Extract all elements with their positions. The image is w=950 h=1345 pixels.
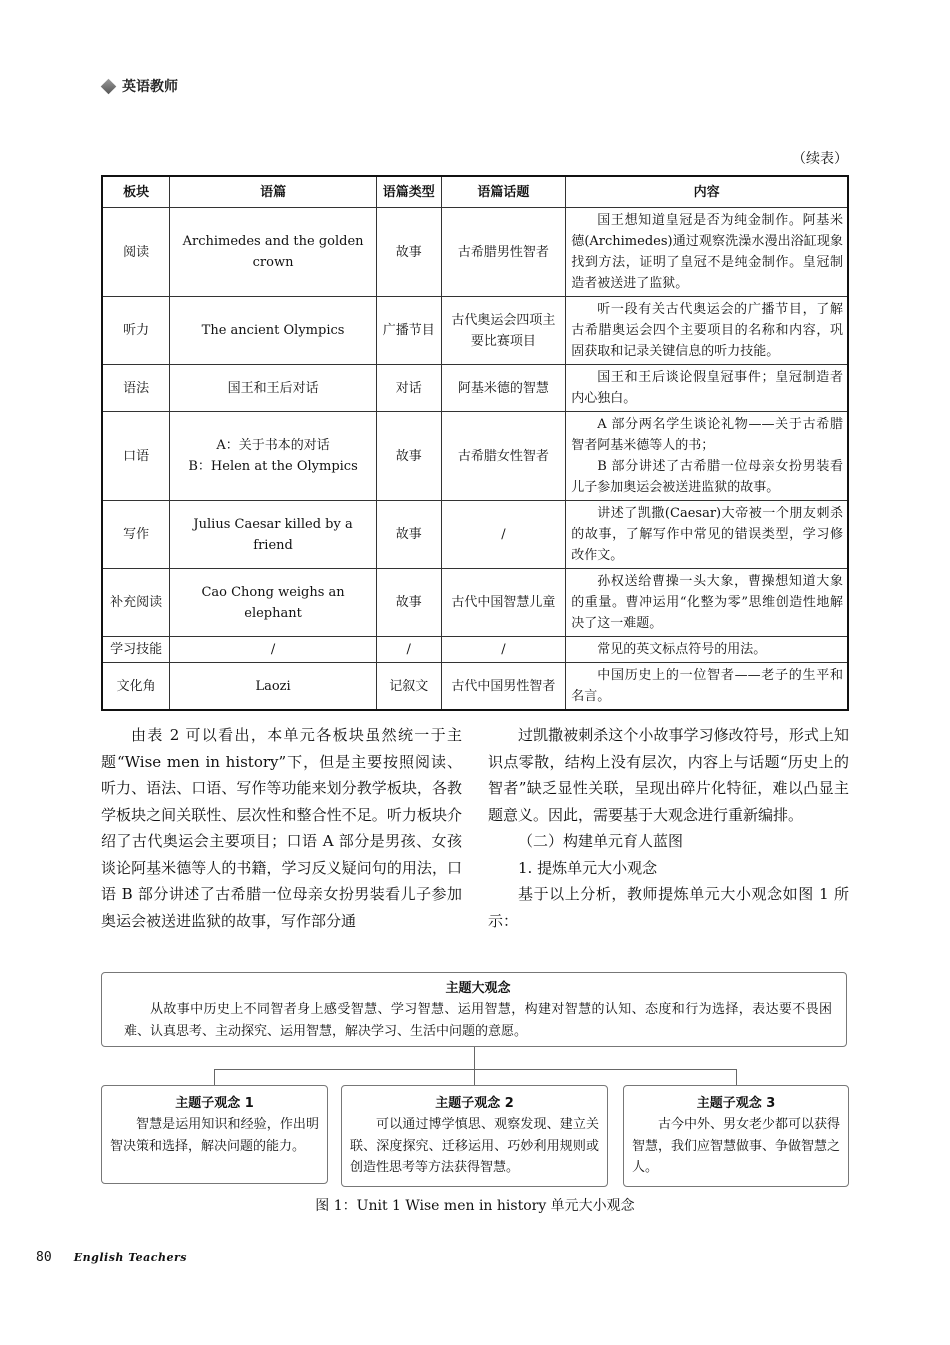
body-paragraph: 基于以上分析，教师提炼单元大小观念如图 1 所示： (488, 885, 849, 930)
cell-text-a: A：关于书本的对话 (216, 438, 330, 453)
cell-type: 故事 (376, 501, 441, 569)
journal-name-en: English Teachers (73, 1251, 187, 1264)
diamond-icon (101, 78, 117, 94)
page-footer (36, 1250, 187, 1265)
cell-text (170, 412, 377, 501)
cell-topic: 古代中国智慧儿童 (441, 569, 566, 637)
cell-content: 国王想知道皇冠是否为纯金制作。阿基米德(Archimedes)通过观察洗澡水漫出浴缸现象找到方法，证明了皇冠不是纯金制作。皇冠制造者被送进了监狱。 (566, 208, 848, 297)
table-header-row (102, 176, 848, 208)
sub-concept-text: 智慧是运用知识和经验，作出明智决策和选择，解决问题的能力。 (110, 1117, 319, 1154)
header-content: 内容 (566, 176, 848, 208)
cell-type: 故事 (376, 412, 441, 501)
main-concept-box (101, 972, 847, 1047)
connector-vertical (474, 1047, 475, 1069)
sub-concept-text: 可以通过博学慎思、观察发现、建立关联、深度探究、迁移运用、巧妙利用规则或创造性思考等方法获得智慧。 (350, 1117, 599, 1175)
header-section: 板块 (102, 176, 170, 208)
cell-section: 听力 (102, 297, 170, 365)
sub-concept-title: 主题子观念 3 (696, 1096, 776, 1111)
subsection-heading: 1. 提炼单元大小观念 (518, 858, 658, 877)
cell-section: 阅读 (102, 208, 170, 297)
cell-content: 国王和王后谈论假皇冠事件；皇冠制造者内心独白。 (566, 365, 848, 412)
cell-topic: 古希腊女性智者 (441, 412, 566, 501)
cell-text-b: B：Helen at the Olympics (188, 459, 358, 474)
body-right-column (488, 722, 849, 934)
cell-text: Julius Caesar killed by a friend (170, 501, 377, 569)
connector-sub2 (474, 1069, 475, 1085)
cell-text: Archimedes and the golden crown (170, 208, 377, 297)
cell-content: 讲述了凯撒(Caesar)大帝被一个朋友刺杀的故事，了解写作中常见的错误类型，学习修改作文。 (566, 501, 848, 569)
figure-caption: 图 1：Unit 1 Wise men in history 单元大小观念 (315, 1198, 635, 1214)
sub-concept-title: 主题子观念 1 (175, 1096, 254, 1111)
table-row (102, 208, 848, 297)
body-paragraph: 由表 2 可以看出，本单元各板块虽然统一于主题“Wise men in history”下，但是主要按照阅读、听力、语法、口语、写作等功能来划分教学板块，各教学板块之间关联性、层次性和整合性不足。听力板块介绍了古代奥运会主要项目；口语 A 部分是男孩、女孩谈论阿基米德等人的书籍，学习反义疑问句的用法，口语 B 部分讲述了古希腊一位母亲女扮男装看儿子参加奥运会被送进监狱的故事，写作部分通 (101, 726, 462, 930)
table-row (102, 412, 848, 501)
cell-content: 常见的英文标点符号的用法。 (566, 637, 848, 663)
main-concept-title: 主题大观念 (445, 981, 511, 996)
page-number: 80 (36, 1250, 52, 1265)
cell-type: / (376, 637, 441, 663)
table-row (102, 569, 848, 637)
journal-header (103, 76, 178, 96)
cell-text: Laozi (170, 663, 377, 711)
table-row (102, 365, 848, 412)
continued-label: （续表） (792, 151, 848, 167)
cell-text: / (170, 637, 377, 663)
header-text: 语篇 (170, 176, 377, 208)
cell-section: 语法 (102, 365, 170, 412)
header-type: 语篇类型 (376, 176, 441, 208)
table-row (102, 297, 848, 365)
unit-content-table (101, 175, 849, 711)
table-row (102, 663, 848, 711)
connector-horizontal (214, 1069, 736, 1070)
main-concept-text: 从故事中历史上不同智者身上感受智慧、学习智慧、运用智慧，构建对智慧的认知、态度和行为选择，表达要不畏困难、认真思考、主动探究、运用智慧，解决学习、生活中问题的意愿。 (124, 1002, 832, 1039)
cell-topic: 古希腊男性智者 (441, 208, 566, 297)
body-paragraph: 过凯撒被刺杀这个小故事学习修改符号，形式上知识点零散，结构上没有层次，内容上与话题“历史上的智者”缺乏显性关联，呈现出碎片化特征，难以凸显主题意义。因此，需要基于大观念进行重新编排。 (488, 726, 849, 824)
cell-section: 文化角 (102, 663, 170, 711)
sub-concept-box-2 (341, 1085, 608, 1187)
sub-concept-text: 古今中外、男女老少都可以获得智慧，我们应智慧做事、争做智慧之人。 (632, 1117, 841, 1175)
sub-concept-box-3 (623, 1085, 849, 1187)
cell-section: 写作 (102, 501, 170, 569)
cell-content: 听一段有关古代奥运会的广播节目，了解古希腊奥运会四个主要项目的名称和内容，巩固获取和记录关键信息的听力技能。 (566, 297, 848, 365)
cell-section: 口语 (102, 412, 170, 501)
header-topic: 语篇话题 (441, 176, 566, 208)
connector-sub3 (736, 1069, 737, 1085)
table-row (102, 501, 848, 569)
sub-concept-title: 主题子观念 2 (435, 1096, 514, 1111)
cell-section: 学习技能 (102, 637, 170, 663)
cell-content: A 部分两名学生谈论礼物——关于古希腊智者阿基米德等人的书； B 部分讲述了古希腊一位母亲女扮男装看儿子参加奥运会被送进监狱的故事。 (566, 412, 848, 501)
table-row (102, 637, 848, 663)
sub-concept-box-1 (101, 1085, 328, 1184)
cell-content: 孙权送给曹操一头大象，曹操想知道大象的重量。曹冲运用“化整为零”思维创造性地解决了这一难题。 (566, 569, 848, 637)
cell-text: 国王和王后对话 (170, 365, 377, 412)
cell-type: 记叙文 (376, 663, 441, 711)
cell-topic: 古代中国男性智者 (441, 663, 566, 711)
cell-type: 故事 (376, 208, 441, 297)
section-heading: （二）构建单元育人蓝图 (518, 832, 684, 850)
cell-type: 对话 (376, 365, 441, 412)
cell-topic: / (441, 637, 566, 663)
cell-type: 故事 (376, 569, 441, 637)
cell-topic: / (441, 501, 566, 569)
cell-topic: 古代奥运会四项主要比赛项目 (441, 297, 566, 365)
connector-sub1 (214, 1069, 215, 1085)
cell-section: 补充阅读 (102, 569, 170, 637)
cell-text: The ancient Olympics (170, 297, 377, 365)
cell-type: 广播节目 (376, 297, 441, 365)
cell-topic: 阿基米德的智慧 (441, 365, 566, 412)
cell-text: Cao Chong weighs an elephant (170, 569, 377, 637)
journal-name: 英语教师 (122, 79, 178, 95)
body-left-column (101, 722, 462, 934)
cell-content: 中国历史上的一位智者——老子的生平和名言。 (566, 663, 848, 711)
